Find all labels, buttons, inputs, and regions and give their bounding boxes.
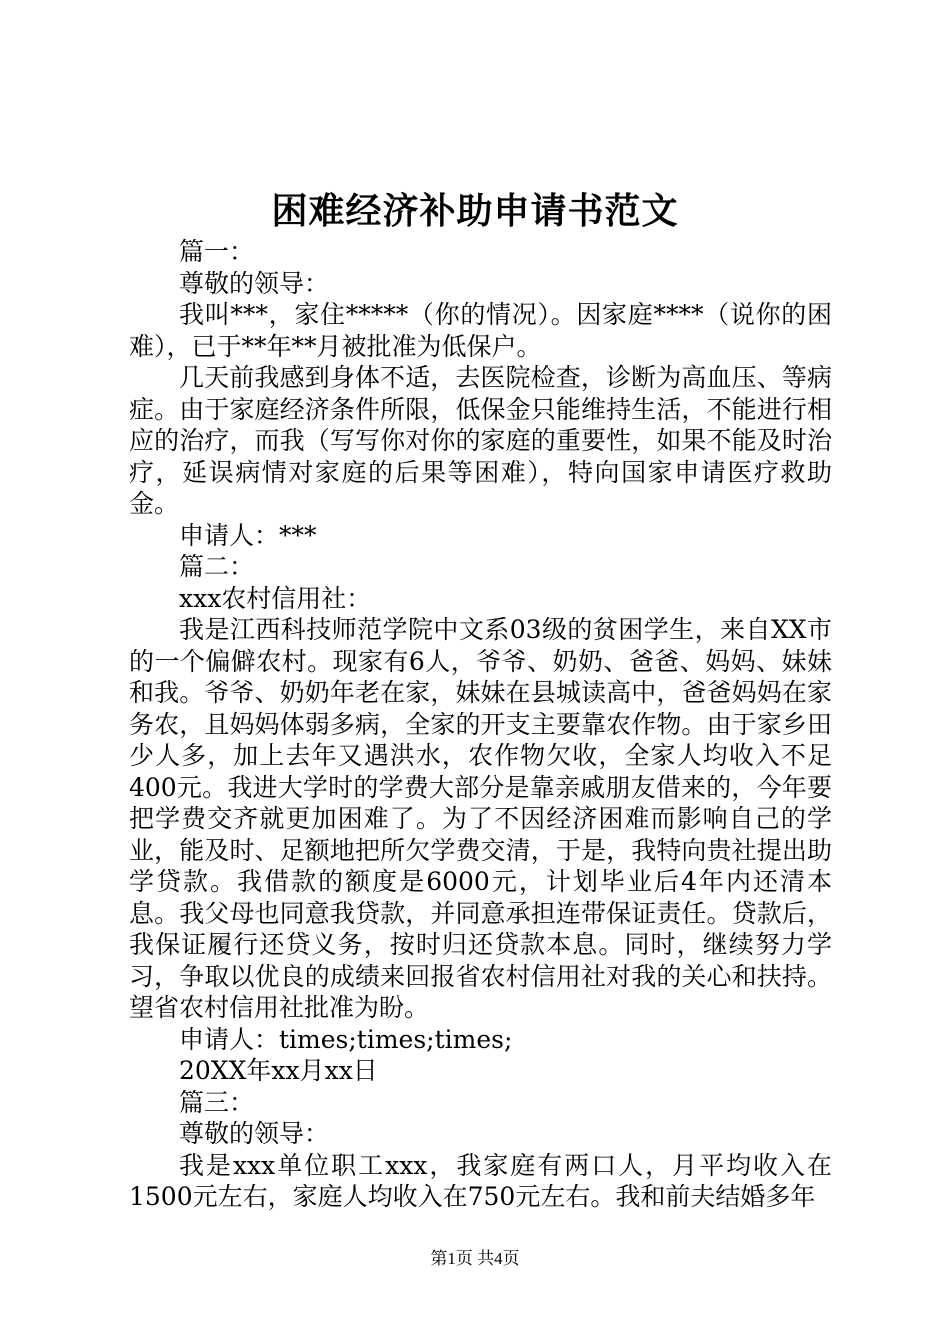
- document-title: 困难经济补助申请书范文: [271, 190, 679, 232]
- paragraph-body: 我叫***，家住*****（你的情况）。因家庭****（说你的困难），已于**年**月被批准为低保户。: [129, 300, 832, 361]
- paragraph-date: 20XX年xx月xx日: [179, 1056, 378, 1085]
- paragraph-body: 我是xxx单位职工xxx，我家庭有两口人，月平均收入在1500元左右，家庭人均收入在750元左右。我和前夫结婚多年: [129, 1150, 832, 1211]
- paragraph-applicant: 申请人：times;times;times;: [179, 1024, 513, 1054]
- paragraph-salutation: 尊敬的领导：: [179, 1119, 330, 1148]
- paragraph-body: 几天前我感到身体不适，去医院检查，诊断为高血压、等病症。由于家庭经济条件所限，低保金只能维持生活，不能进行相应的治疗，而我（写写你对你的家庭的重要性，如果不能及时治疗，延误病情对家庭的后果等困难），特向国家申请医疗救助金。: [129, 363, 832, 518]
- paragraph-section-one-heading: 篇一：: [179, 237, 255, 266]
- paragraph-body: 我是江西科技师范学院中文系03级的贫困学生，来自XX市的一个偏僻农村。现家有6人，爷爷、奶奶、爸爸、妈妈、妹妹和我。爷爷、奶奶年老在家，妹妹在县城读高中，爸爸妈妈在家务农，且妈妈体弱多病，全家的开支主要靠农作物。由于家乡田少人多，加上去年又遇洪水，农作物欠收，全家人均收入不足400元。我进大学时的学费大部分是靠亲戚朋友借来的，今年要把学费交齐就更加困难了。为了不因经济困难而影响自己的学业，能及时、足额地把所欠学费交清，于是，我特向贵社提出助学贷款。我借款的额度是6000元，计划毕业后4年内还清本息。我父母也同意我贷款，并同意承担连带保证责任。贷款后，我保证履行还贷义务，按时归还贷款本息。同时，继续努力学习，争取以优良的成绩来回报省农村信用社对我的关心和扶持。望省农村信用社批准为盼。: [129, 615, 832, 1022]
- paragraph-section-two-heading: 篇二：: [179, 552, 255, 581]
- paragraph-section-three-heading: 篇三：: [179, 1087, 255, 1117]
- paragraph-applicant: 申请人：***: [179, 520, 317, 550]
- document-body: [129, 236, 832, 1213]
- paragraph-salutation: xxx农村信用社：: [179, 583, 372, 613]
- page-number-footer: 第1页 共4页: [430, 1249, 520, 1268]
- paragraph-salutation: 尊敬的领导：: [179, 268, 330, 298]
